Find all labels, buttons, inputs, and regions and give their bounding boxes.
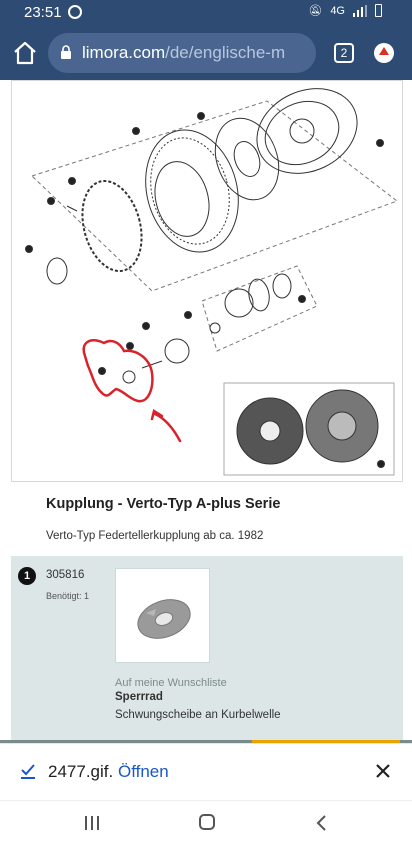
- product-subtitle: Verto-Typ Federtellerkupplung ab ca. 1982: [46, 530, 264, 542]
- status-time: 23:51: [24, 4, 62, 21]
- home-nav-button[interactable]: [199, 814, 215, 830]
- download-bar: [0, 743, 412, 799]
- part-number[interactable]: 305816: [46, 569, 85, 581]
- open-download-button[interactable]: Öffnen: [117, 762, 169, 781]
- position-badge: 1: [18, 567, 36, 585]
- page-content: [0, 80, 412, 740]
- update-icon[interactable]: [374, 43, 394, 63]
- url-text: [82, 43, 310, 63]
- wishlist-link[interactable]: Auf meine Wunschliste: [115, 677, 227, 689]
- clutch-exploded-view: [12, 81, 404, 483]
- ratchet-disc-image: [116, 569, 211, 664]
- download-complete-icon: [20, 763, 36, 779]
- part-list-item: [11, 556, 403, 746]
- download-file-label: 2477.gif.: [48, 762, 114, 781]
- home-icon[interactable]: [12, 40, 38, 66]
- part-image[interactable]: [115, 568, 210, 663]
- url-path: /de/englische-m: [165, 43, 286, 62]
- browser-toolbar: [0, 26, 412, 80]
- download-filename: [48, 762, 169, 782]
- system-nav-bar: [0, 800, 412, 846]
- status-icons: [308, 4, 382, 17]
- part-name: Sperrrad: [115, 691, 163, 703]
- exploded-diagram[interactable]: [11, 80, 403, 482]
- status-bar: [0, 0, 412, 26]
- network-type: 4G: [330, 4, 345, 17]
- close-icon[interactable]: [374, 762, 392, 780]
- url-domain: limora.com: [82, 43, 166, 62]
- mute-icon: 🔕︎: [308, 5, 323, 17]
- battery-icon: [375, 4, 382, 17]
- part-description: Schwungscheibe an Kurbelwelle: [115, 709, 281, 721]
- back-icon[interactable]: [314, 814, 330, 832]
- recent-apps-icon[interactable]: [84, 815, 100, 831]
- tab-switcher-button[interactable]: 2: [334, 43, 354, 63]
- address-bar[interactable]: [48, 33, 316, 73]
- quantity-needed: Benötigt: 1: [46, 591, 90, 601]
- signal-icon: [353, 5, 367, 17]
- whatsapp-notification-icon: [68, 5, 82, 19]
- product-title: Kupplung - Verto-Typ A-plus Serie: [46, 496, 281, 512]
- lock-icon: [60, 45, 72, 59]
